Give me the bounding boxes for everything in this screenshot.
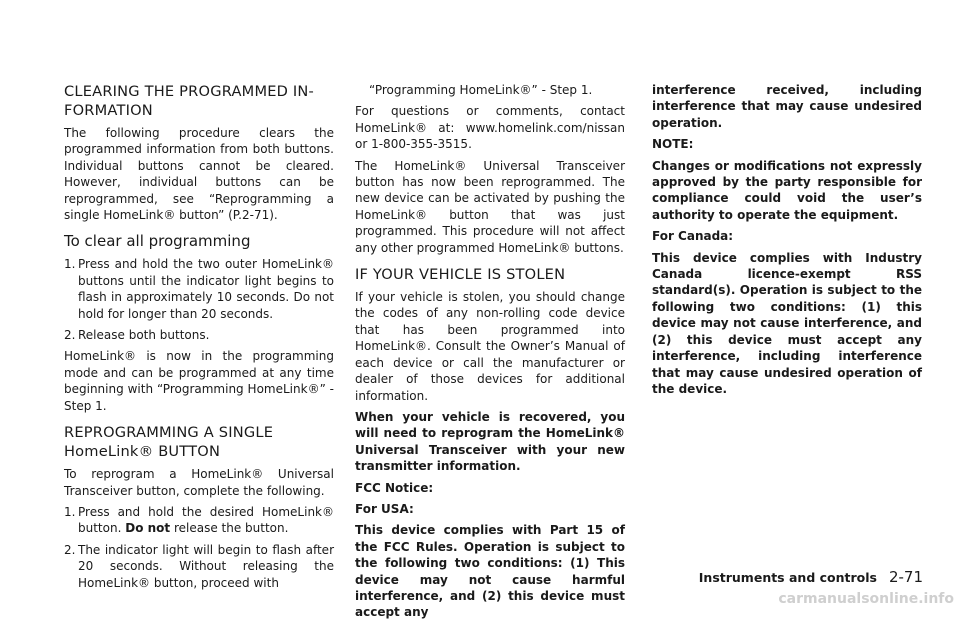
- paragraph-clearing-intro: The following procedure clears the programmed information from both buttons. Individual buttons cannot be cleared. However, individual buttons can be reprogrammed, see “Reprogramming a single HomeLink® button” (P.2-71).: [64, 126, 334, 223]
- note-label: NOTE:: [652, 137, 694, 152]
- paragraph-industry-canada: This device complies with Industry Canada licence-exempt RSS standard(s). Operation is subject to the following two conditions: (1) this device may not cause interference, and (2) this device must accept any interference, including interference that may cause undesired operation of the device.: [652, 250, 922, 396]
- list-text: The indicator light will begin to flash after 20 seconds. Without releasing the HomeLink® button, proceed with: [78, 542, 334, 590]
- list-item: [64, 504, 334, 537]
- list-item: [64, 542, 334, 591]
- for-canada-label: For Canada:: [652, 229, 734, 244]
- list-text: [78, 504, 334, 537]
- paragraph-stolen: If your vehicle is stolen, you should change the codes of any non-rolling code device that has been programmed into HomeLink®. Consult the Owner’s Manual of each device or call the manufacturer or dealer of those devices for additional information.: [355, 290, 625, 403]
- subheading-clear-all-programming: To clear all programming: [64, 232, 251, 251]
- list-item: [64, 256, 334, 322]
- list-number: 2.: [64, 328, 76, 343]
- list-text-part: release the button.: [173, 521, 289, 536]
- paragraph-reprogram-intro: To reprogram a HomeLink® Universal Transceiver button, complete the following.: [64, 467, 334, 498]
- list-number: 1.: [64, 257, 76, 272]
- column-2: [355, 82, 625, 626]
- paragraph-programming-mode: HomeLink® is now in the programming mode and can be programmed at any time beginning with “Programming HomeLink®” - Step 1.: [64, 349, 334, 413]
- paragraph-fcc-continuation: interference received, including interference that may cause undesired operation.: [652, 83, 922, 130]
- list-number: 2.: [64, 542, 76, 557]
- heading-clearing-programmed-information: CLEARING THE PROGRAMMED IN- FORMATION: [64, 83, 315, 119]
- column-3: [652, 82, 922, 402]
- heading-vehicle-stolen: IF YOUR VEHICLE IS STOLEN: [355, 266, 566, 284]
- list-item: [64, 327, 334, 343]
- column-1: [64, 82, 334, 596]
- heading-reprogramming-single-button: REPROGRAMMING A SINGLE HomeLink® BUTTON: [64, 424, 274, 461]
- paragraph-modifications-warning: Changes or modifications not expressly approved by the party responsible for compliance could void the user’s authority to operate the equipment.: [652, 158, 922, 222]
- list-text: Release both buttons.: [78, 328, 210, 343]
- paragraph-recovered: When your vehicle is recovered, you will need to reprogram the HomeLink® Universal Transceiver with your new transmitter information.: [355, 409, 625, 474]
- page-number: 2-71: [888, 568, 923, 586]
- list-number: 1.: [64, 504, 76, 519]
- list-continuation: “Programming HomeLink®” - Step 1.: [369, 83, 593, 97]
- for-usa-label: For USA:: [355, 501, 414, 516]
- paragraph-fcc-compliance: This device complies with Part 15 of the FCC Rules. Operation is subject to the following two conditions: (1) This device may not cause harmful interference, and (2) this device must accept any: [355, 523, 625, 620]
- paragraph-contact: For questions or comments, contact HomeLink® at: www.homelink.com/nissan or 1-800-355-3515.: [355, 104, 625, 152]
- list-text: Press and hold the two outer HomeLink® buttons until the indicator light begins to flash in approximately 10 seconds. Do not hold for longer than 20 seconds.: [78, 257, 334, 321]
- fcc-notice-label: FCC Notice:: [355, 480, 434, 495]
- page-footer: [699, 568, 923, 586]
- footer-section-title: Instruments and controls: [698, 570, 877, 585]
- list-text-part: Press and hold the desired HomeLink® button.: [78, 504, 334, 536]
- paragraph-reprogrammed: The HomeLink® Universal Transceiver button has now been reprogrammed. The new device can be activated by pushing the HomeLink® button that was just programmed. This procedure will not affect any other programmed HomeLink® buttons.: [355, 158, 625, 255]
- watermark: carmanualsonline.info: [778, 591, 954, 607]
- list-text-emphasis: Do not: [125, 521, 171, 536]
